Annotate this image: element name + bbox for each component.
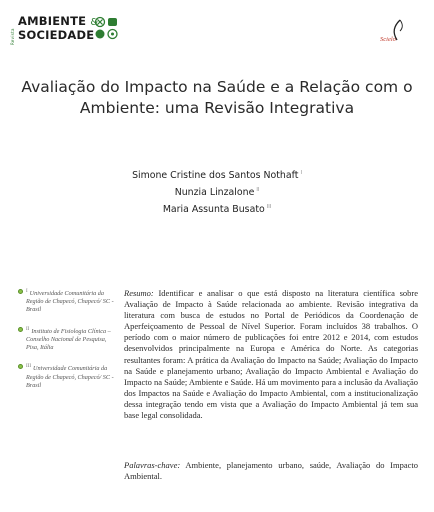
keywords-label: Palavras-chave: [124,460,181,470]
author-item [110,166,324,183]
abstract-text: Identificar e analisar o que está disposto na literatura científica sobre Avaliação de Impacto à Saúde relacionada ao ambiente. Revisão integrativa da literatura com busca de estudos no Portal de Periódicos da Coordenação de Aperfeiçoamento de Pessoal de Nível Superior. Foram incluídos 38 trabalhos. O período com o maior número de publicações foi entre 2012 e 2014, com estudos desenvolvidos principalmente na Europa e América do Norte. As categorias resultantes foram: A prática da Avaliação do Impacto na Saúde; Avaliação do Impacto na Saúde e planejamento urbano; Avaliação do Impacto Ambiental e Avaliação do Impacto na Saúde; Ambiente e Saúde. Há um movimento para a inclusão da Avaliação dos Impactos na Saúde e Avaliação do Impacto Ambiental, com a institucionalização dessa integração tendo em vista que a Avaliação do Impacto Ambiental já tem sua base legal consolidada. [124,288,418,421]
keywords-text: Ambiente, planejamento urbano, saúde, Avaliação do Impacto Ambiental. [124,460,419,482]
affiliation-item [18,326,118,353]
author-name: Maria Assunta Busato [162,204,265,216]
author-name: Nunzia Linzalone [174,187,255,199]
author-item [110,200,324,217]
affiliation-bullet-icon [18,364,23,369]
journal-name-line1: AMBIENTE [18,14,87,28]
author-sup: I [300,170,302,176]
author-sup: III [266,204,272,211]
affiliation-bullet-icon [18,327,23,332]
affiliation-item [18,363,118,390]
keywords [124,460,418,482]
abstract [124,288,418,421]
affiliation-text: Instituto de Fisiologia Clínica – Conselho Nacional de Pesquisa, Pisa, Itália [26,327,111,352]
journal-name [18,15,98,41]
affiliation-text: Universidade Comunitária da Região de Chapecó, Chapecó/ SC - Brasil [26,365,114,389]
affiliation-item [18,288,118,315]
scielo-label: Scielo [380,36,396,43]
author-name: Simone Cristine dos Santos Nothaft [132,170,299,182]
journal-name-amp: & [90,17,99,28]
journal-symbols-icon [94,16,122,42]
author-sup: II [256,187,260,194]
affiliation-bullet-icon [18,289,23,294]
abstract-label: Resumo: [124,288,154,298]
affiliation-number: III [26,364,31,370]
journal-revista-label: Revista [10,28,15,45]
author-item [110,183,324,200]
author-list [110,166,324,217]
journal-name-line2: SOCIEDADE [18,28,95,42]
affiliation-list [18,288,118,401]
affiliation-number: I [26,289,28,294]
journal-logo [10,13,120,47]
article-title: Avaliação do Impacto na Saúde e a Relação com o Ambiente: uma Revisão Integrativa [21,78,413,117]
affiliation-text: Universidade Comunitária da Região de Chapecó, Chapecó/ SC - Brasil [26,290,114,314]
affiliation-number: II [26,326,30,332]
